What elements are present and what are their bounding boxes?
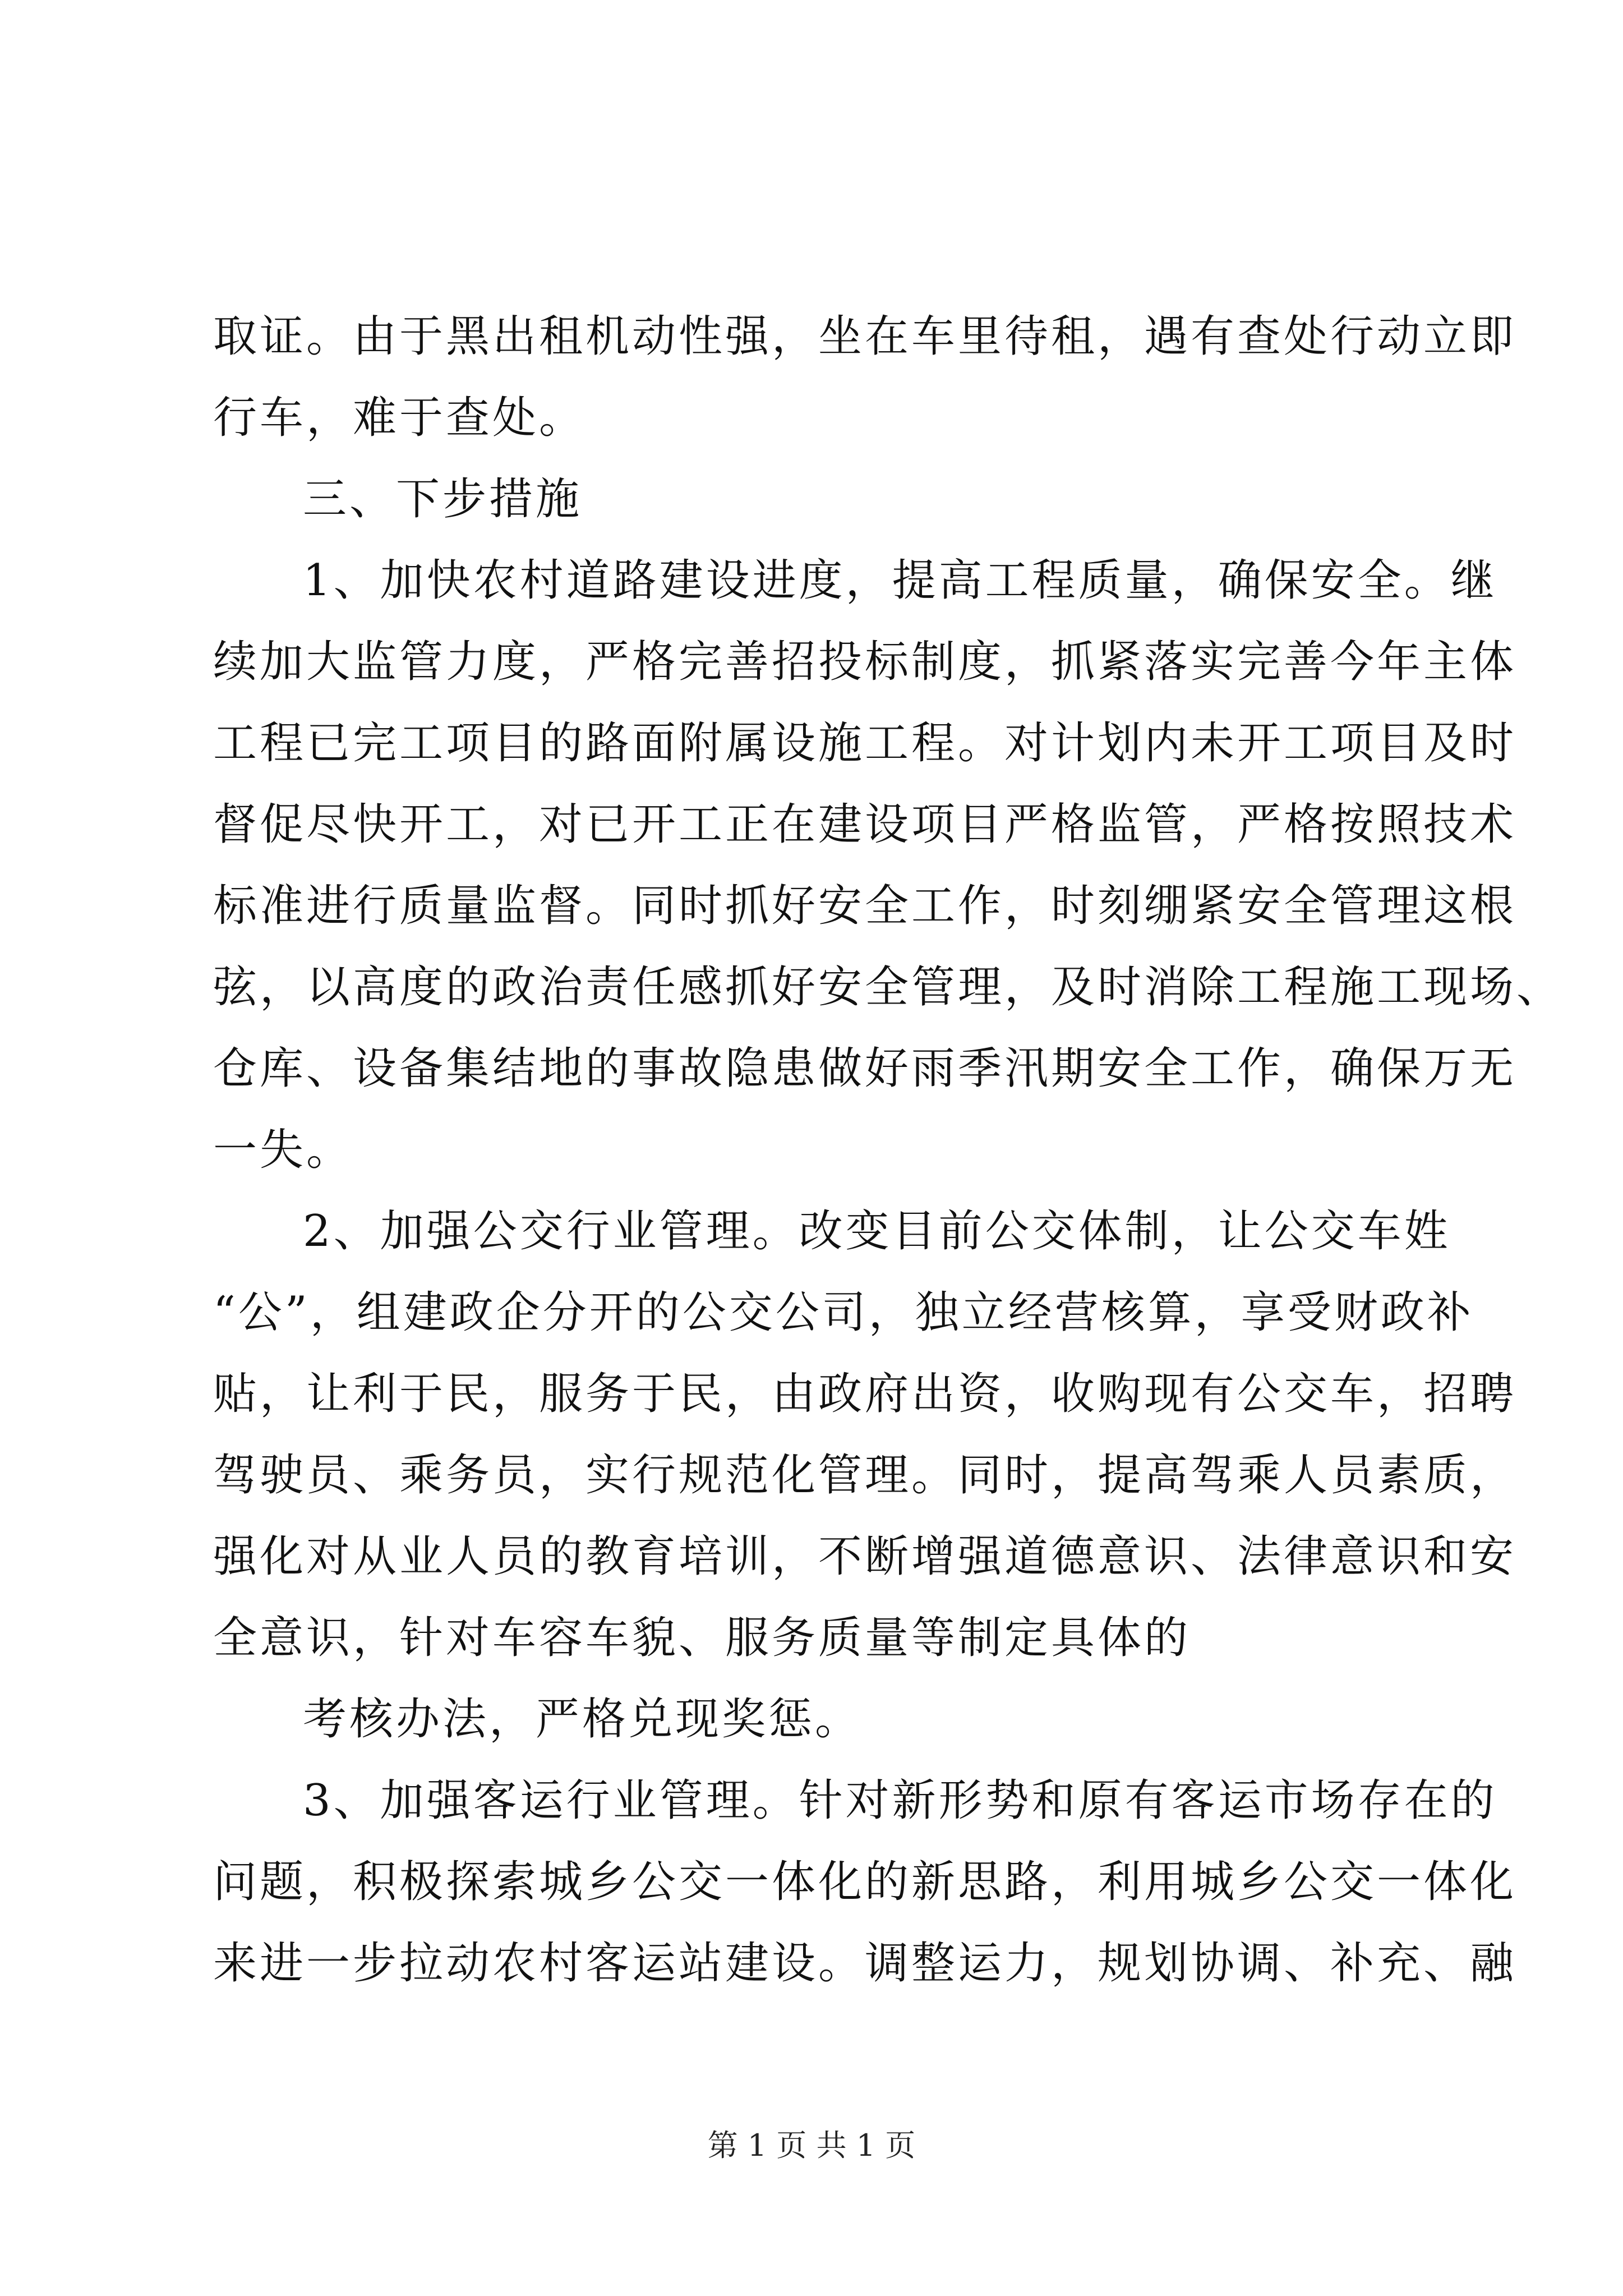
text-line: 标准进行质量监督。同时抓好安全工作，时刻绷紧安全管理这根 [213, 881, 1517, 931]
text-line: 3、加强客运行业管理。针对新形势和原有客运市场存在的 [303, 1775, 1497, 1826]
text-line: 续加大监管力度，严格完善招投标制度，抓紧落实完善今年主体 [213, 637, 1517, 687]
text-line: 仓库、设备集结地的事故隐患做好雨季汛期安全工作，确保万无 [213, 1043, 1517, 1094]
text-line: 2、加强公交行业管理。改变目前公交体制，让公交车姓 [303, 1206, 1451, 1257]
section-heading: 三、下步措施 [303, 474, 583, 524]
page-footer: 第 1 页 共 1 页 [707, 2128, 916, 2163]
text-line: 贴，让利于民，服务于民，由政府出资，收购现有公交车，招聘 [213, 1369, 1517, 1419]
text-line: 取证。由于黑出租机动性强，坐在车里待租，遇有查处行动立即 [213, 311, 1517, 362]
text-line: 行车，难于查处。 [213, 393, 586, 443]
text-line: 考核办法，严格兑现奖惩。 [303, 1694, 862, 1745]
text-line: 驾驶员、乘务员，实行规范化管理。同时，提高驾乘人员素质， [213, 1450, 1517, 1501]
text-line: 问题，积极探索城乡公交一体化的新思路，利用城乡公交一体化 [213, 1857, 1517, 1907]
text-line: 一失。 [213, 1125, 353, 1175]
text-line: 来进一步拉动农村客运站建设。调整运力，规划协调、补充、融 [213, 1938, 1517, 1989]
text-line: 弦，以高度的政治责任感抓好安全管理，及时消除工程施工现场、 [213, 962, 1564, 1013]
text-line: 工程已完工项目的路面附属设施工程。对计划内未开工项目及时 [213, 718, 1517, 769]
text-line: 1、加快农村道路建设进度，提高工程质量，确保安全。继 [303, 555, 1497, 606]
text-line: 督促尽快开工，对已开工正在建设项目严格监管，严格按照技术 [213, 799, 1517, 850]
text-line: 强化对从业人员的教育培训，不断增强道德意识、法律意识和安 [213, 1531, 1517, 1582]
text-line: “公”，组建政企分开的公交公司，独立经营核算，享受财政补 [213, 1287, 1474, 1338]
text-line: 全意识，针对车容车貌、服务质量等制定具体的 [213, 1613, 1191, 1663]
